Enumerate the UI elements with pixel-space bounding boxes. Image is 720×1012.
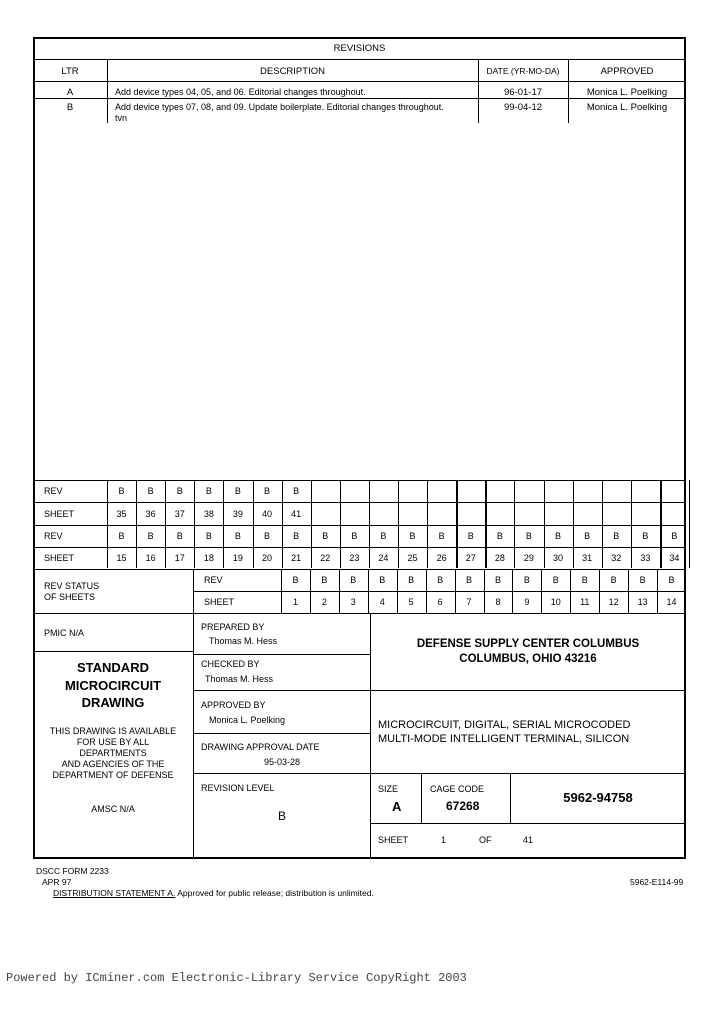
grid-line bbox=[33, 569, 686, 570]
status-rev-cell: B bbox=[292, 575, 299, 585]
row2-sheet-cell: 34 bbox=[669, 553, 680, 563]
grid-line bbox=[339, 569, 340, 613]
status-rev-cell: B bbox=[494, 575, 501, 585]
grid-line bbox=[310, 569, 311, 613]
grid-line bbox=[455, 569, 456, 613]
grid-line bbox=[689, 480, 690, 568]
status-sheet-cell: 14 bbox=[666, 597, 677, 607]
grid-line bbox=[398, 480, 399, 568]
status-sheet-cell: 5 bbox=[408, 597, 414, 607]
avail-line3: DEPARTMENTS bbox=[79, 748, 147, 758]
grid-line bbox=[485, 480, 487, 568]
approved-by: Monica L. Poelking bbox=[209, 715, 286, 725]
row2-rev-cell: B bbox=[176, 531, 183, 541]
grid-line bbox=[397, 569, 398, 613]
row2-sheet-cell: 25 bbox=[407, 553, 418, 563]
row2-rev-cell: B bbox=[671, 531, 678, 541]
doc-code: 5962-E114-99 bbox=[630, 877, 684, 887]
row2-sheet-cell: 26 bbox=[436, 553, 447, 563]
row2-rev-cell: B bbox=[584, 531, 591, 541]
row2-sheet-cell: 28 bbox=[494, 553, 505, 563]
rev-b-date: 99-04-12 bbox=[503, 102, 543, 113]
grid-line bbox=[33, 525, 686, 526]
grid-line bbox=[340, 480, 341, 568]
rev-a-date: 96-01-17 bbox=[503, 87, 543, 98]
row2-rev-cell: B bbox=[525, 531, 532, 541]
row2-rev-cell: B bbox=[642, 531, 649, 541]
grid-line bbox=[657, 569, 658, 613]
pmic: PMIC N/A bbox=[44, 628, 85, 638]
status-sheet-cell: 8 bbox=[495, 597, 501, 607]
agency-line1: DEFENSE SUPPLY CENTER COLUMBUS bbox=[416, 638, 640, 650]
row2-rev-label: REV bbox=[44, 531, 63, 541]
status-rev-cell: B bbox=[639, 575, 646, 585]
grid-line bbox=[484, 569, 485, 613]
distribution-statement bbox=[53, 888, 374, 898]
form-id: DSCC FORM 2233 bbox=[36, 866, 109, 876]
row1-sheet-cell: 37 bbox=[174, 509, 185, 519]
row1-rev-cell: B bbox=[205, 486, 212, 496]
status-sheet-cell: 1 bbox=[292, 597, 298, 607]
status-rev-cell: B bbox=[552, 575, 559, 585]
row2-rev-cell: B bbox=[118, 531, 125, 541]
avail-line4: AND AGENCIES OF THE bbox=[61, 759, 165, 769]
avail-line5: DEPARTMENT OF DEFENSE bbox=[52, 770, 174, 780]
row1-rev-cell: B bbox=[118, 486, 125, 496]
title-line1: MICROCIRCUIT, DIGITAL, SERIAL MICROCODED bbox=[378, 719, 631, 731]
grid-line bbox=[514, 480, 515, 568]
status-rev-cell: B bbox=[668, 575, 675, 585]
status-sheet-cell: 10 bbox=[550, 597, 561, 607]
prepared-by: Thomas M. Hess bbox=[209, 636, 278, 646]
amsc: AMSC N/A bbox=[91, 804, 135, 814]
row1-rev-cell: B bbox=[234, 486, 241, 496]
row1-sheet-label: SHEET bbox=[44, 509, 75, 519]
grid-line bbox=[107, 480, 108, 568]
powered-by-footer: Powered by ICminer.com Electronic-Library Service CopyRight 2003 bbox=[6, 971, 467, 985]
row1-sheet-cell: 36 bbox=[145, 509, 156, 519]
title-line2: MULTI-MODE INTELLIGENT TERMINAL, SILICON bbox=[378, 733, 630, 745]
row2-rev-cell: B bbox=[380, 531, 387, 541]
status-sheet-cell: 6 bbox=[437, 597, 443, 607]
status-sheet-cell: 9 bbox=[524, 597, 530, 607]
row1-rev-cell: B bbox=[176, 486, 183, 496]
row2-sheet-cell: 19 bbox=[232, 553, 243, 563]
status-rev-label: REV bbox=[204, 575, 223, 585]
row2-rev-cell: B bbox=[467, 531, 474, 541]
row2-rev-cell: B bbox=[293, 531, 300, 541]
grid-line bbox=[541, 569, 542, 613]
row2-sheet-cell: 17 bbox=[174, 553, 185, 563]
size: A bbox=[392, 799, 402, 814]
row2-sheet-cell: 23 bbox=[349, 553, 360, 563]
grid-line bbox=[369, 480, 370, 568]
rev-a-approved: Monica L. Poelking bbox=[586, 87, 668, 98]
row2-rev-cell: B bbox=[264, 531, 271, 541]
row2-rev-cell: B bbox=[409, 531, 416, 541]
row1-rev-cell: B bbox=[264, 486, 271, 496]
grid-line bbox=[426, 569, 427, 613]
header-approved: APPROVED bbox=[600, 66, 654, 77]
of-sheets-label: OF SHEETS bbox=[44, 592, 96, 602]
standard-line2: MICROCIRCUIT bbox=[64, 678, 162, 693]
grid-line bbox=[628, 569, 629, 613]
row2-sheet-cell: 27 bbox=[465, 553, 476, 563]
row2-sheet-label: SHEET bbox=[44, 553, 75, 563]
rev-b-description: Add device types 07, 08, and 09. Update boilerplate. Editorial changes throughout. bbox=[115, 102, 444, 112]
rev-b-approved: Monica L. Poelking bbox=[586, 102, 668, 113]
checked-by: Thomas M. Hess bbox=[205, 674, 274, 684]
grid-line bbox=[311, 480, 312, 568]
distribution-text: Approved for public release; distribution is unlimited. bbox=[177, 888, 374, 898]
row2-rev-cell: B bbox=[496, 531, 503, 541]
drawing-number: 5962-94758 bbox=[563, 790, 633, 805]
grid-line bbox=[570, 569, 571, 613]
row2-sheet-cell: 32 bbox=[611, 553, 622, 563]
sheet-label: SHEET bbox=[378, 835, 409, 845]
grid-line bbox=[165, 480, 166, 568]
status-sheet-cell: 12 bbox=[608, 597, 619, 607]
row2-sheet-cell: 22 bbox=[320, 553, 331, 563]
row2-sheet-cell: 29 bbox=[523, 553, 534, 563]
row2-rev-cell: B bbox=[438, 531, 445, 541]
avail-line1: THIS DRAWING IS AVAILABLE bbox=[49, 726, 177, 736]
status-sheet-cell: 13 bbox=[637, 597, 648, 607]
sheet-total: 41 bbox=[523, 835, 534, 845]
status-rev-cell: B bbox=[321, 575, 328, 585]
status-rev-cell: B bbox=[466, 575, 473, 585]
grid-line bbox=[33, 547, 686, 548]
status-sheet-cell: 4 bbox=[379, 597, 385, 607]
agency-line2: COLUMBUS, OHIO 43216 bbox=[459, 653, 597, 665]
grid-line bbox=[512, 569, 513, 613]
row2-sheet-cell: 21 bbox=[291, 553, 302, 563]
status-rev-cell: B bbox=[437, 575, 444, 585]
row1-sheet-cell: 41 bbox=[291, 509, 302, 519]
row2-sheet-cell: 24 bbox=[378, 553, 389, 563]
revisions-title: REVISIONS bbox=[333, 43, 386, 54]
grid-line bbox=[253, 480, 254, 568]
grid-line bbox=[368, 569, 369, 613]
row1-sheet-cell: 35 bbox=[116, 509, 127, 519]
status-sheet-cell: 7 bbox=[466, 597, 472, 607]
grid-line bbox=[631, 480, 632, 568]
grid-line bbox=[660, 480, 662, 568]
status-rev-cell: B bbox=[350, 575, 357, 585]
row2-sheet-cell: 15 bbox=[116, 553, 127, 563]
standard-line3: DRAWING bbox=[81, 695, 145, 710]
avail-line2: FOR USE BY ALL bbox=[76, 737, 150, 747]
approval-date-label: DRAWING APPROVAL DATE bbox=[201, 742, 320, 752]
grid-line bbox=[427, 480, 428, 568]
rev-b-ltr: B bbox=[66, 102, 74, 113]
status-sheet-cell: 11 bbox=[580, 597, 590, 607]
size-label: SIZE bbox=[378, 784, 399, 794]
revision-level: B bbox=[278, 809, 287, 823]
revision-level-label: REVISION LEVEL bbox=[201, 783, 275, 793]
row1-rev-cell: B bbox=[293, 486, 300, 496]
status-rev-cell: B bbox=[379, 575, 386, 585]
rev-b-description-initials: tvn bbox=[115, 113, 128, 123]
grid-line bbox=[544, 480, 545, 568]
row2-sheet-cell: 20 bbox=[262, 553, 273, 563]
grid-line bbox=[602, 480, 603, 568]
status-sheet-label: SHEET bbox=[204, 597, 235, 607]
status-rev-cell: B bbox=[523, 575, 530, 585]
rev-a-description: Add device types 04, 05, and 06. Editorial changes throughout. bbox=[115, 87, 366, 97]
status-rev-cell: B bbox=[408, 575, 415, 585]
row2-rev-cell: B bbox=[322, 531, 329, 541]
row1-rev-label: REV bbox=[44, 486, 63, 496]
rev-status-label: REV STATUS bbox=[44, 581, 100, 591]
of-label: OF bbox=[479, 835, 492, 845]
row1-sheet-cell: 38 bbox=[203, 509, 214, 519]
grid-line bbox=[33, 480, 686, 481]
grid-line bbox=[456, 480, 458, 568]
sheet-num: 1 bbox=[441, 835, 447, 845]
grid-line bbox=[193, 591, 686, 592]
grid-line bbox=[573, 480, 574, 568]
grid-line bbox=[223, 480, 224, 568]
header-description: DESCRIPTION bbox=[260, 66, 325, 77]
row2-sheet-cell: 31 bbox=[582, 553, 593, 563]
row2-sheet-cell: 16 bbox=[145, 553, 156, 563]
cage-code: 67268 bbox=[446, 799, 480, 813]
row2-rev-cell: B bbox=[234, 531, 241, 541]
row2-rev-cell: B bbox=[613, 531, 620, 541]
header-ltr: LTR bbox=[61, 66, 79, 77]
form-date: APR 97 bbox=[42, 877, 72, 887]
row2-sheet-cell: 18 bbox=[203, 553, 214, 563]
row1-sheet-cell: 40 bbox=[262, 509, 273, 519]
row2-sheet-cell: 30 bbox=[553, 553, 564, 563]
prepared-by-label: PREPARED BY bbox=[201, 622, 265, 632]
standard-line1: STANDARD bbox=[77, 660, 149, 675]
status-sheet-cell: 3 bbox=[350, 597, 356, 607]
header-date: DATE (YR-MO-DA) bbox=[486, 66, 560, 76]
row2-rev-cell: B bbox=[147, 531, 154, 541]
status-sheet-cell: 2 bbox=[321, 597, 327, 607]
approved-by-label: APPROVED BY bbox=[201, 700, 266, 710]
checked-by-label: CHECKED BY bbox=[201, 659, 260, 669]
grid-line bbox=[194, 480, 195, 568]
status-rev-cell: B bbox=[581, 575, 588, 585]
grid-line bbox=[136, 480, 137, 568]
cage-label: CAGE CODE bbox=[430, 784, 485, 794]
row1-sheet-cell: 39 bbox=[232, 509, 243, 519]
row2-rev-cell: B bbox=[205, 531, 212, 541]
approval-date: 95-03-28 bbox=[264, 757, 301, 767]
distribution-label: DISTRIBUTION STATEMENT A. bbox=[53, 888, 176, 898]
rev-a-ltr: A bbox=[66, 87, 74, 98]
status-rev-cell: B bbox=[610, 575, 617, 585]
grid-line bbox=[33, 502, 686, 503]
row1-rev-cell: B bbox=[147, 486, 154, 496]
grid-line bbox=[599, 569, 600, 613]
row2-sheet-cell: 33 bbox=[640, 553, 651, 563]
row2-rev-cell: B bbox=[351, 531, 358, 541]
row2-rev-cell: B bbox=[555, 531, 562, 541]
grid-line bbox=[282, 480, 283, 568]
